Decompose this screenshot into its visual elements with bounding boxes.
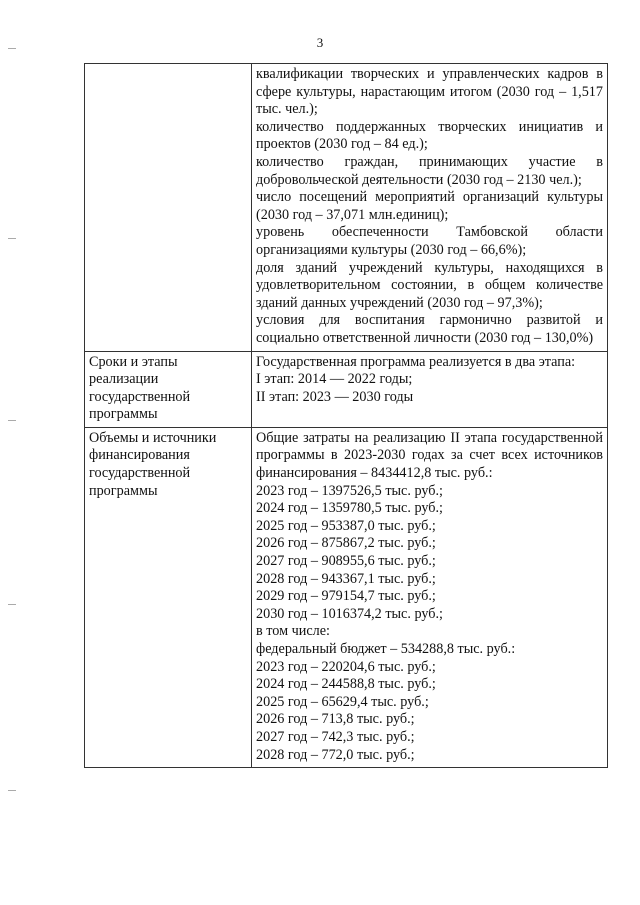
row-label: Сроки и этапы реализации государственной программы	[85, 351, 252, 427]
stage-item: Государственная программа реализуется в два этапа:	[256, 353, 576, 370]
funding-line: 2028 год – 943367,1 тыс. руб.;	[256, 570, 436, 587]
funding-line: 2029 год – 979154,7 тыс. руб.;	[256, 588, 436, 605]
indicator-item: уровень обеспеченности Тамбовской области организациями культуры (2030 год – 66,6%);	[256, 224, 603, 258]
funding-line: 2026 год – 875867,2 тыс. руб.;	[256, 535, 436, 552]
funding-line: 2025 год – 953387,0 тыс. руб.;	[256, 517, 436, 534]
row-content	[252, 351, 608, 427]
funding-line: 2025 год – 65629,4 тыс. руб.;	[256, 693, 429, 710]
funding-intro: Общие затраты на реализацию II этапа государственной программы в 2023-2030 годах за счет всех источников финансирования – 8434412,8 тыс. руб.:	[256, 429, 603, 482]
row-label: Объемы и источники финансирования государственной программы	[85, 427, 252, 767]
row-content	[252, 427, 608, 767]
indicator-item: доля зданий учреждений культуры, находящихся в удовлетворительном состоянии, в общем количестве зданий данных учреждений (2030 год – 97,3%);	[256, 259, 603, 311]
margin-mark	[8, 238, 16, 239]
indicator-item: количество граждан, принимающих участие в добровольческой деятельности (2030 год – 2130 чел.);	[256, 153, 603, 188]
table-row	[85, 427, 608, 767]
indicator-item: число посещений мероприятий организаций культуры (2030 год – 37,071 млн.единиц);	[256, 189, 603, 223]
funding-line: 2024 год – 244588,8 тыс. руб.;	[256, 676, 436, 693]
table-row	[85, 64, 608, 352]
passport-table	[84, 63, 608, 768]
funding-line: 2023 год – 1397526,5 тыс. руб.;	[256, 482, 443, 499]
margin-mark	[8, 790, 16, 791]
funding-line: 2027 год – 908955,6 тыс. руб.;	[256, 553, 436, 570]
stage-item: I этап: 2014 — 2022 годы;	[256, 371, 413, 388]
funding-line: в том числе:	[256, 623, 330, 640]
funding-line: 2027 год – 742,3 тыс. руб.;	[256, 728, 415, 745]
margin-mark	[8, 48, 16, 49]
stage-item: II этап: 2023 — 2030 годы	[256, 388, 414, 405]
table-row	[85, 351, 608, 427]
funding-line: 2026 год – 713,8 тыс. руб.;	[256, 711, 415, 728]
margin-mark	[8, 604, 16, 605]
indicator-item: условия для воспитания гармонично развитой и социально ответственной личности (2030 год – 130,0%)	[256, 312, 603, 346]
funding-line: 2023 год – 220204,6 тыс. руб.;	[256, 658, 436, 675]
indicator-item: квалификации творческих и управленческих кадров в сфере культуры, нарастающим итогом (2030 год – 1,517 тыс. чел.);	[256, 66, 603, 118]
row-label	[85, 64, 252, 352]
funding-line: федеральный бюджет – 534288,8 тыс. руб.:	[256, 641, 516, 657]
funding-line: 2028 год – 772,0 тыс. руб.;	[256, 746, 415, 763]
indicator-item: количество поддержанных творческих инициатив и проектов (2030 год – 84 ед.);	[256, 118, 603, 153]
row-content	[252, 64, 608, 352]
page-number: 3	[316, 35, 324, 50]
margin-mark	[8, 420, 16, 421]
funding-line: 2024 год – 1359780,5 тыс. руб.;	[256, 500, 443, 517]
funding-line: 2030 год – 1016374,2 тыс. руб.;	[256, 605, 443, 622]
